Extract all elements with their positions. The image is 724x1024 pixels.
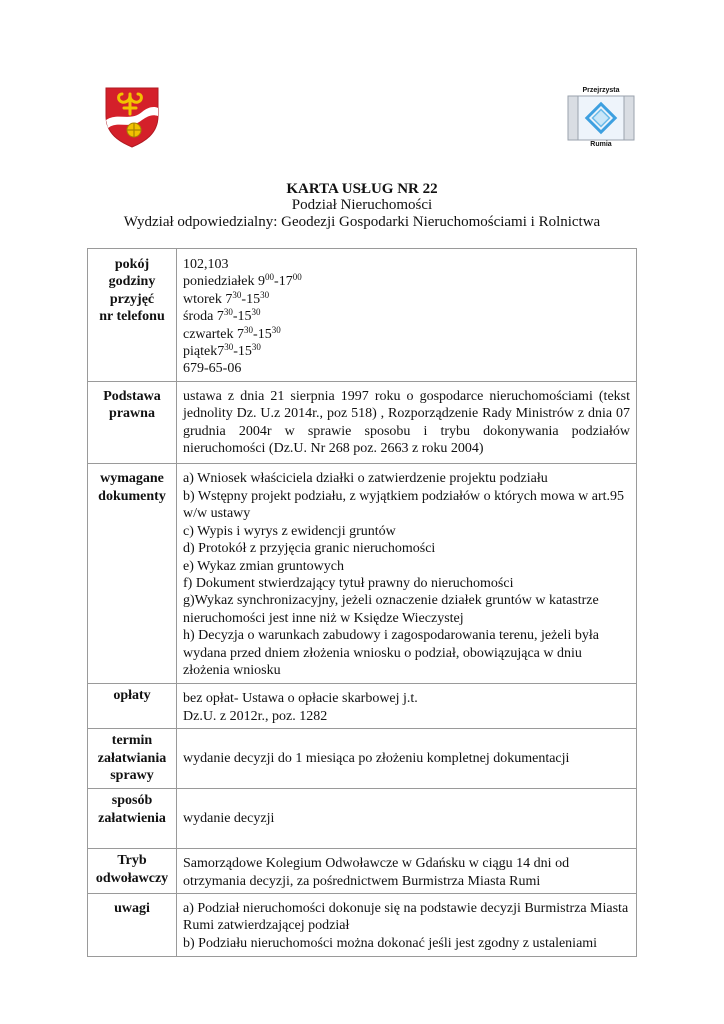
notes-label: uwagi: [88, 893, 177, 956]
legal-basis-label-1: Podstawa: [103, 388, 161, 404]
label-reception: przyjęć: [109, 291, 155, 307]
legal-basis-text: ustawa z dnia 21 sierpnia 1997 roku o gospodarce nieruchomościami (tekst jednolity Dz. U.z 2014r., poz 518) , Rozporządzenie Rady Ministrów z dnia 07 grudnia 2004r w sprawie sposobu i trybu dokonywania podziałów nieruchomości (Dz.U. Nr 268 poz. 2663 z roku 2004): [177, 381, 637, 464]
label-hours: godziny: [108, 274, 156, 290]
document-item: b) Wstępny projekt podziału, z wyjątkiem podziałów o których mowa w art.95 w/w ustawy: [183, 488, 625, 522]
hours-line: czwartek $7^{30}-15^{30}$: [183, 324, 281, 342]
deadline-label-2: załatwiania: [97, 750, 167, 766]
hours-line: $piątek7^{30}-15^{30}$: [183, 342, 261, 360]
documents-label: [88, 464, 177, 684]
document-item: g)Wykaz synchronizacyjny, jeżeli oznaczenie działek gruntów w katastrze nieruchomości jest inne niż w Księdze Wieczystej: [183, 593, 599, 626]
appeal-label-1: Tryb: [117, 853, 147, 869]
contact-value: [177, 249, 637, 382]
document-item: c) Wypis i wyrys z ewidencji gruntów: [183, 523, 396, 539]
coat-of-arms-logo: [104, 86, 160, 148]
document-item: a) Wniosek właściciela działki o zatwierdzenie projektu podziału: [183, 471, 548, 487]
deadline-row: [88, 729, 637, 789]
deadline-label-1: termin: [111, 733, 153, 749]
appeal-row: [88, 849, 637, 894]
document-item: h) Decyzja o warunkach zabudowy i zagospodarowania terenu, jeżeli była wydana przed dniem złożenia wniosku o podział, obowiązująca w dniu złożenia wniosku: [183, 628, 599, 678]
document-item: d) Protokół z przyjęcia granic nieruchomości: [183, 541, 436, 557]
hours-line: wtorek $7^{30}-15^{30}$: [183, 289, 270, 307]
label-phone: nr telefonu: [99, 309, 165, 325]
badge-bottom-text: Rumia: [590, 141, 612, 148]
badge-top-text: Przejrzysta: [582, 87, 620, 94]
documents-label-1: wymagane: [100, 471, 164, 487]
legal-basis-row: [88, 381, 637, 464]
appeal-label: [88, 849, 177, 894]
fees-row: [88, 684, 637, 729]
method-value: wydanie decyzji: [177, 789, 637, 849]
card-subtitle: Podział Nieruchomości: [291, 197, 433, 213]
document-item: f) Dokument stwierdzający tytuł prawny do nieruchomości: [183, 575, 514, 591]
department-line: Wydział odpowiedzialny: Geodezji Gospodarki Nieruchomościami i Rolnictwa: [123, 214, 601, 230]
room-value: 102,103: [183, 257, 229, 272]
service-card-table: [87, 248, 637, 957]
documents-list: [177, 464, 637, 684]
hours-line: poniedziałek $9^{00}-17^{00}$: [183, 272, 302, 290]
card-title: KARTA USŁUG NR 22: [286, 181, 438, 197]
fees-value: [177, 684, 637, 729]
legal-basis-label-2: prawna: [109, 406, 155, 422]
appeal-label-2: odwoławczy: [95, 870, 169, 886]
deadline-label-3: sprawy: [110, 767, 154, 783]
fees-line-2: Dz.U. z 2012r., poz. 1282: [183, 708, 328, 724]
phone-value: 679-65-06: [183, 361, 242, 377]
method-label-2: załatwienia: [98, 810, 166, 826]
hours-line: środa $7^{30}-15^{30}$: [183, 307, 261, 325]
method-row: [88, 789, 637, 849]
documents-label-2: dokumenty: [98, 488, 166, 504]
note-item: b) Podziału nieruchomości można dokonać jeśli jest zgodny z ustaleniami: [183, 935, 598, 951]
label-room: pokój: [114, 257, 150, 272]
note-item: a) Podział nieruchomości dokonuje się na podstawie decyzji Burmistrza Miasta Rumi zatwierdzającej podział: [183, 900, 629, 934]
deadline-label: [88, 729, 177, 789]
notes-row: [88, 893, 637, 956]
fees-line-1: bez opłat- Ustawa o opłacie skarbowej j.t.: [183, 691, 418, 707]
contact-row: [88, 249, 637, 382]
method-label: [88, 789, 177, 849]
notes-list: [177, 893, 637, 956]
deadline-value: wydanie decyzji do 1 miesiąca po złożeniu kompletnej dokumentacji: [177, 729, 637, 789]
transparent-rumia-badge: [564, 86, 638, 150]
appeal-value: Samorządowe Kolegium Odwoławcze w Gdańsku w ciągu 14 dni od otrzymania decyzji, za pośrednictwem Burmistrza Miasta Rumi: [177, 849, 637, 894]
document-item: e) Wykaz zmian gruntowych: [183, 558, 345, 574]
documents-row: [88, 464, 637, 684]
fees-label: opłaty: [88, 684, 177, 729]
legal-basis-label: [88, 381, 177, 464]
method-label-1: sposób: [111, 793, 153, 809]
contact-label: [88, 249, 177, 382]
